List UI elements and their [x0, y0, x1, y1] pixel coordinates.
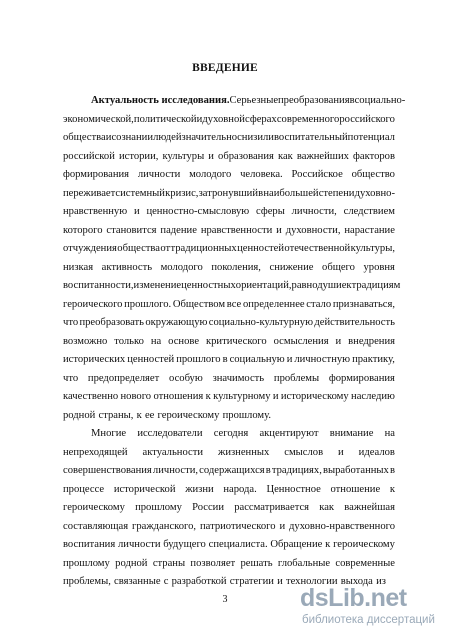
word: страны, [98, 409, 134, 421]
word: ориентаций, [235, 280, 292, 291]
text-line [63, 203, 395, 222]
word: качественно [63, 391, 119, 402]
text-line [63, 481, 395, 500]
word: социально-культурную [208, 317, 314, 328]
word: акцентируют [259, 428, 319, 439]
word: к [136, 409, 142, 421]
word: активность [101, 261, 153, 273]
word: проблемы [273, 372, 320, 384]
page-number: 3 [222, 594, 228, 605]
word: общего [322, 261, 355, 273]
word: образования [218, 150, 274, 162]
word: к [205, 391, 211, 402]
word: культурному [213, 391, 271, 402]
text-line [63, 240, 395, 259]
word: и [196, 113, 203, 125]
word: истории, [118, 150, 159, 162]
text-line [63, 351, 395, 370]
word: Российское [291, 169, 343, 180]
word: Ценностное [266, 483, 321, 495]
word: ценностей [237, 243, 285, 254]
text-line [63, 296, 395, 315]
word: окружающую [145, 317, 208, 328]
text-line [63, 166, 395, 185]
word: личности [118, 539, 161, 550]
page-title: ВВЕДЕНИЕ [192, 62, 258, 74]
word: духовно-нравственного [289, 520, 395, 532]
word: воспитанности, [63, 280, 134, 291]
word: и [286, 354, 293, 365]
word: что [63, 372, 79, 384]
word: формирования [328, 372, 395, 384]
word: прошлому [63, 557, 110, 569]
word: с [163, 576, 169, 587]
word: и [208, 150, 214, 162]
word: только [114, 335, 144, 347]
section-lead: Актуальность исследования. [91, 95, 230, 106]
text-line [63, 425, 395, 444]
word: специалиста. [208, 539, 268, 550]
word: нравственную [63, 206, 128, 217]
word: позволяет [190, 557, 236, 569]
word: российского [339, 113, 395, 125]
word: отношения [153, 391, 204, 402]
word: стратегии [229, 576, 274, 587]
word: и [279, 520, 286, 532]
word: жизни [185, 483, 214, 495]
word: определеннее [242, 298, 305, 310]
text-line [63, 148, 395, 167]
word: как [277, 150, 293, 162]
word: сегодня [213, 428, 249, 439]
word: исторических [63, 354, 126, 365]
word: преобразования [278, 95, 350, 106]
word: культуры, [350, 243, 395, 254]
word: и [133, 206, 140, 217]
word: из [376, 576, 386, 587]
word: решать [240, 557, 273, 569]
word: историческому [280, 391, 349, 402]
text-line [63, 111, 395, 130]
word: Обществом [172, 298, 226, 310]
word: потенциал [347, 132, 395, 143]
watermark-logo: dsLib.net [300, 584, 407, 612]
word: общества [117, 243, 160, 254]
word: падение [160, 224, 197, 236]
word: важнейших [296, 150, 349, 162]
word: людей [153, 132, 182, 143]
word: от [160, 243, 171, 254]
word: родной [63, 409, 96, 421]
word: кризис, [165, 187, 199, 199]
word: к [325, 539, 331, 550]
word: все [226, 298, 242, 310]
word: традициям [351, 280, 401, 291]
word: героическому [333, 539, 395, 550]
text-line [63, 555, 395, 574]
word: системный [115, 187, 165, 199]
text-line [63, 277, 401, 296]
word: процессе [63, 483, 105, 495]
word: личности, [291, 206, 337, 217]
word: формирования [63, 169, 130, 180]
word: низкая [63, 261, 94, 273]
word: технологии [285, 576, 338, 587]
word: исследователи [137, 428, 203, 439]
word: жизненных [218, 446, 270, 458]
word: идеалов [358, 446, 395, 458]
word: исторической [113, 483, 176, 495]
word: молодого [189, 169, 232, 180]
text-line [63, 259, 395, 278]
text-line [63, 444, 395, 463]
word: значительно [181, 132, 238, 143]
word: содержащихся [199, 465, 265, 476]
word: следствием [343, 206, 395, 217]
word: наибольшей [263, 187, 319, 199]
word: молодого [160, 261, 203, 273]
word: России [192, 502, 225, 513]
word: духовно- [354, 187, 395, 199]
word: российской [63, 150, 115, 162]
document-body [63, 92, 406, 592]
word: основе [168, 335, 200, 347]
word: значимость [212, 372, 265, 384]
word: героическому [63, 502, 125, 513]
word: гражданского, [132, 520, 197, 532]
word: выработанных [322, 465, 389, 476]
word: личности [137, 169, 181, 180]
text-line [63, 462, 395, 481]
word: глобальные [277, 557, 331, 569]
word: традициях, [271, 465, 322, 476]
word: современного [276, 113, 340, 125]
word: которого [63, 224, 103, 236]
word: практику, [352, 354, 395, 365]
word: снижение [269, 261, 314, 273]
word: культуры [162, 150, 205, 162]
text-line [63, 333, 395, 352]
word: внедрения [348, 335, 395, 347]
word: рассматривается [234, 502, 310, 513]
word: Многие [91, 428, 127, 439]
word: стало [306, 298, 332, 310]
word: политической [133, 113, 197, 125]
word: равнодушие [291, 280, 347, 291]
word: затронувший [198, 187, 259, 199]
word: совершенствования [63, 465, 152, 476]
word: личности, [152, 465, 199, 476]
word: выхода [340, 576, 373, 587]
word: важнейшая [344, 502, 395, 513]
word: на [150, 335, 162, 347]
word: народа. [223, 483, 257, 495]
word: отчуждения [63, 243, 117, 254]
word: к [346, 280, 352, 291]
word: сферах [245, 113, 277, 125]
word: Серьезные [229, 95, 279, 106]
word: будущего [163, 539, 206, 550]
text-line [63, 314, 395, 333]
word: факторов [353, 150, 395, 162]
word: и [277, 576, 283, 587]
word: Обращение [270, 539, 323, 550]
word: в [222, 354, 228, 365]
word: как [319, 502, 335, 513]
word: составляющая [63, 520, 129, 532]
word: ценностей [127, 354, 175, 365]
word: возможно [63, 335, 108, 347]
word: наследию [351, 391, 395, 402]
word: ценностных [181, 280, 236, 291]
word: действительность [314, 317, 395, 328]
word: духовности, [285, 224, 341, 236]
text-line [63, 518, 395, 537]
text-line [63, 388, 395, 407]
word: современные [335, 557, 395, 569]
word: в [389, 465, 395, 476]
word: сознании [111, 132, 154, 143]
word: признаваться, [332, 298, 395, 310]
word: отношение [330, 483, 381, 495]
word: степени [318, 187, 355, 199]
word: в [265, 465, 271, 476]
word: и [276, 224, 282, 236]
word: человека. [240, 169, 283, 180]
word: прошлому. [222, 409, 271, 421]
word: отечественной [284, 243, 351, 254]
text-line [63, 499, 395, 518]
word: внимание [329, 428, 374, 439]
word: родной [115, 557, 148, 569]
word: воспитательный [274, 132, 348, 143]
word: общество [351, 169, 395, 180]
word: что [63, 317, 79, 328]
word: смыслов [284, 446, 324, 458]
word: прошлому [135, 502, 182, 513]
word: переживает [63, 187, 116, 199]
word: в [349, 95, 355, 106]
word: и [338, 446, 344, 458]
text-line [63, 370, 395, 389]
word: героического [63, 298, 123, 310]
word: актуальности [142, 446, 204, 458]
word: духовной [202, 113, 245, 125]
word: особую [169, 372, 203, 384]
word: героическому [157, 409, 220, 421]
word: и [105, 132, 112, 143]
word: становится [106, 224, 157, 236]
text-line [63, 222, 395, 241]
word: и [272, 391, 279, 402]
word: традиционных [170, 243, 237, 254]
word: общества [63, 132, 106, 143]
text-line [63, 129, 395, 148]
word: ее [144, 409, 155, 421]
word: проблемы, [63, 576, 111, 587]
word: социально- [354, 95, 406, 106]
word: нравственности [200, 224, 273, 236]
word: личностную [294, 354, 351, 365]
word: социальную [229, 354, 285, 365]
text-line [63, 407, 395, 426]
word: страны [152, 557, 186, 569]
word: прошлого [176, 354, 221, 365]
word: связанные [114, 576, 161, 587]
text-line [63, 92, 406, 111]
word: уровня [363, 261, 395, 273]
word: в [258, 187, 264, 199]
word: непреходящей [63, 446, 128, 458]
word: на [384, 428, 395, 439]
word: предопределяет [87, 372, 160, 384]
word: ценностно-смысловую [146, 206, 250, 217]
word: нового [120, 391, 152, 402]
watermark-subtitle: библиотека диссертаций [302, 614, 435, 626]
word: сферы [256, 206, 285, 217]
text-line [63, 185, 395, 204]
word: изменение [133, 280, 182, 291]
word: патриотического [199, 520, 276, 532]
word: снизили [237, 132, 274, 143]
word: прошлого. [124, 298, 172, 310]
word: критического [205, 335, 267, 347]
word: нарастание [344, 224, 395, 236]
word: разработкой [171, 576, 227, 587]
word: экономической, [63, 113, 134, 125]
word: преобразовать [79, 317, 144, 328]
word: и [335, 335, 342, 347]
word: к [389, 483, 395, 495]
word: осмысления [273, 335, 329, 347]
text-line [63, 536, 395, 555]
word: поколения, [211, 261, 261, 273]
word: воспитания [63, 539, 116, 550]
